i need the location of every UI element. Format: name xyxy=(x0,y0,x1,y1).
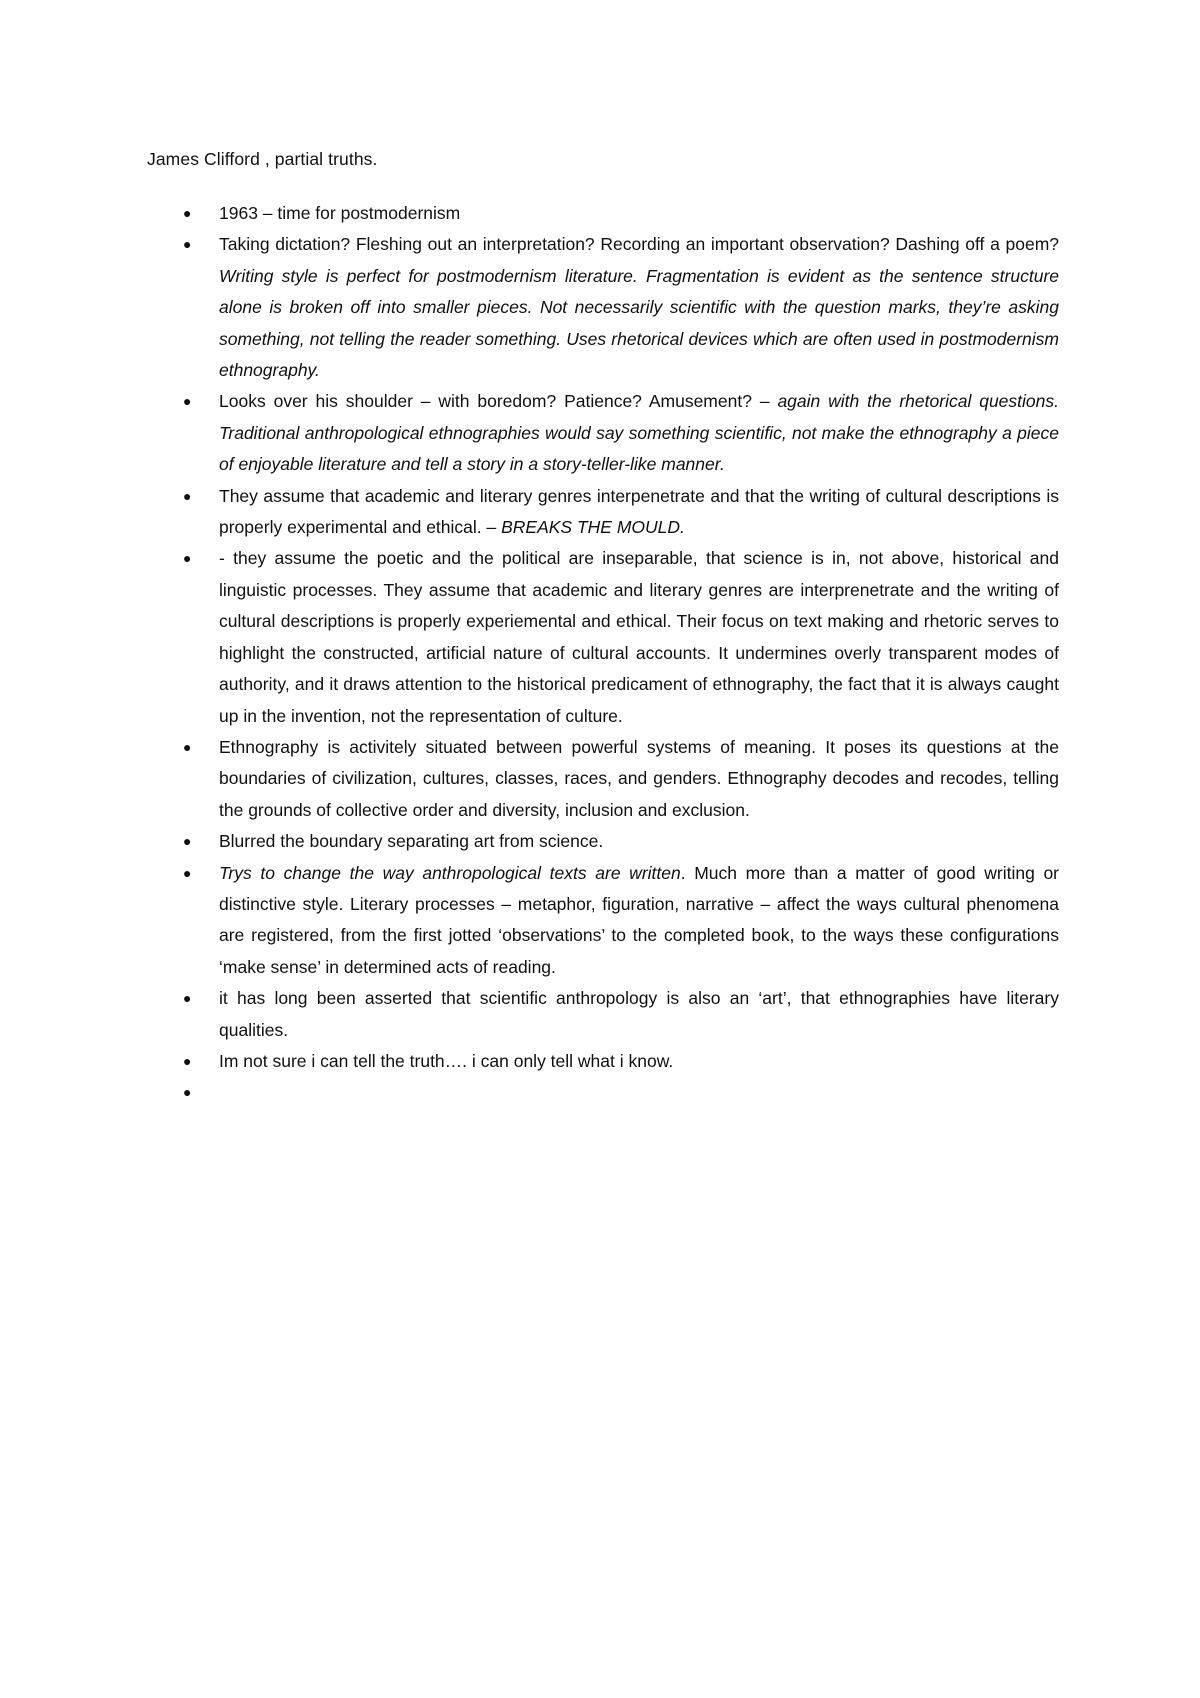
list-item-text xyxy=(219,831,603,851)
notes-list xyxy=(147,198,1059,1109)
list-item-text xyxy=(219,1082,224,1102)
text-segment: They assume that academic and literary genres interpenetrate and that the writing of cultural descriptions is properly experimental and ethical. – xyxy=(219,485,1059,538)
list-item xyxy=(147,543,1059,731)
list-item-text xyxy=(219,486,1059,537)
text-segment: Blurred the boundary separating art from science. xyxy=(219,831,604,852)
italic-text-segment: BREAKS THE MOULD. xyxy=(501,517,685,538)
list-item xyxy=(147,732,1059,826)
list-item-text xyxy=(219,234,1059,380)
text-segment: - they assume the poetic and the political are inseparable, that science is in, not above, historical and linguistic processes. They assume that academic and literary genres are interprenetrate and the writing of cultural descriptions is properly experiemental and ethical. Their focus on text making and rhetoric serves to highlight the constructed, artificial nature of cultural accounts. It undermines overly transparent modes of authority, and it draws attention to the historical predicament of ethnography, the fact that it is always caught up in the invention, not the representation of culture. xyxy=(219,548,1059,726)
bullet-icon: ● xyxy=(183,990,192,1007)
list-item xyxy=(147,198,1059,229)
bullet-icon: ● xyxy=(183,236,192,253)
list-item-text xyxy=(219,1051,673,1071)
text-segment: Im not sure i can tell the truth…. i can only tell what i know. xyxy=(219,1050,674,1071)
document-title: James Clifford , partial truths. xyxy=(147,149,378,169)
text-segment: it has long been asserted that scientific anthropology is also an ‘art’, that ethnographies have literary qualities. xyxy=(219,988,1059,1040)
italic-text-segment: again with the rhetorical questions. Traditional anthropological ethnographies would say something scientific, not make the ethnography a piece of enjoyable literature and tell a story in a story-teller-like manner. xyxy=(219,391,1059,475)
list-item xyxy=(147,1046,1059,1077)
list-item-text xyxy=(219,548,1059,725)
list-item xyxy=(147,481,1059,544)
list-item xyxy=(147,386,1059,480)
bullet-icon: ● xyxy=(183,550,192,567)
bullet-icon: ● xyxy=(183,864,192,881)
list-item xyxy=(147,1077,1059,1108)
text-segment: Taking dictation? Fleshing out an interpretation? Recording an important observation? Dashing off a poem? xyxy=(219,234,1059,255)
bullet-icon: ● xyxy=(183,738,192,755)
bullet-icon: ● xyxy=(183,487,192,504)
list-item xyxy=(147,826,1059,857)
list-item-text xyxy=(219,203,460,223)
italic-text-segment: Writing style is perfect for postmodernism literature. Fragmentation is evident as the sentence structure alone is broken off into smaller pieces. Not necessarily scientific with the question marks, they’re asking something, not telling the reader something. Uses rhetorical devices which are often used in postmodernism ethnography. xyxy=(219,265,1059,381)
text-segment: . Much more than a matter of good writing or distinctive style. Literary processes – metaphor, figuration, narrative – affect the ways cultural phenomena are registered, from the first jotted ‘observations’ to the completed book, to the ways these configurations ‘make sense’ in determined acts of reading. xyxy=(219,862,1060,977)
list-item xyxy=(147,858,1059,984)
text-segment: Ethnography is activitely situated between powerful systems of meaning. It poses its questions at the boundaries of civilization, cultures, classes, races, and genders. Ethnography decodes and recodes, telling the grounds of collective order and diversity, inclusion and exclusion. xyxy=(219,736,1059,820)
bullet-icon: ● xyxy=(183,833,192,850)
bullet-icon: ● xyxy=(183,205,192,221)
list-item-text xyxy=(219,863,1059,977)
bullet-icon: ● xyxy=(183,1084,192,1101)
text-segment: Looks over his shoulder – with boredom? Patience? Amusement? – xyxy=(219,391,778,412)
bullet-icon: ● xyxy=(183,393,192,410)
italic-text-segment: Trys to change the way anthropological texts are written xyxy=(219,862,681,883)
bullet-icon: ● xyxy=(183,1052,192,1069)
text-segment: 1963 – time for postmodernism xyxy=(219,203,461,223)
list-item xyxy=(147,229,1059,386)
list-item-text xyxy=(219,391,1059,474)
list-item-text xyxy=(219,988,1059,1039)
list-item-text xyxy=(219,737,1059,820)
list-item xyxy=(147,983,1059,1046)
